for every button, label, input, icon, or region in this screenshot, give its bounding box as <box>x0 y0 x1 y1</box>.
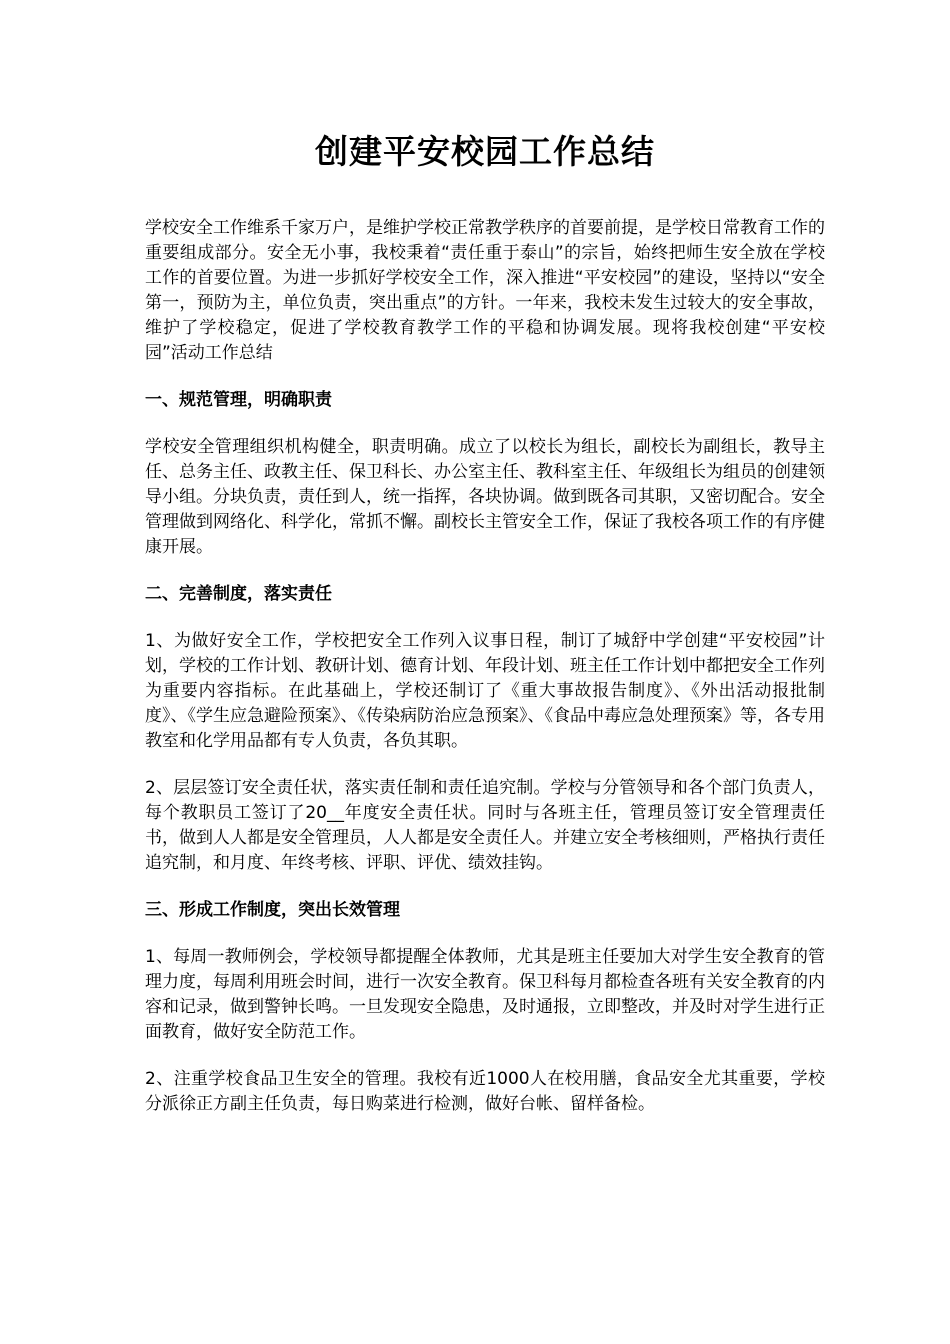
document-page <box>145 128 825 1139</box>
section-3-paragraph-1: 1、每周一教师例会，学校领导都提醒全体教师，尤其是班主任要加大对学生安全教育的管理力度，每周利用班会时间，进行一次安全教育。保卫科每月都检查各班有关安全教育的内容和记录，做到警钟长鸣。一旦发现安全隐患，及时通报，立即整改，并及时对学生进行正面教育，做好安全防范工作。 <box>145 947 825 1042</box>
section-2-paragraph-2: 2、层层签订安全责任状，落实责任制和责任追究制。学校与分管领导和各个部门负责人，每个教职员工签订了20__年度安全责任状。同时与各班主任，管理员签订安全管理责任书，做到人人都是安全管理员，人人都是安全责任人。并建立安全考核细则，严格执行责任追究制，和月度、年终考核、评职、评优、绩效挂钩。 <box>145 778 825 873</box>
section-heading-3: 三、形成工作制度，突出长效管理 <box>145 900 400 920</box>
section-heading-1: 一、规范管理，明确职责 <box>145 390 332 410</box>
section-3-paragraph-2: 2、注重学校食品卫生安全的管理。我校有近1000人在校用膳，食品安全尤其重要，学校分派徐正方副主任负责，每日购菜进行检测，做好台帐、留样备检。 <box>145 1069 825 1114</box>
section-heading-2: 二、完善制度，落实责任 <box>145 584 332 604</box>
intro-paragraph: 学校安全工作维系千家万户，是维护学校正常教学秩序的首要前提，是学校日常教育工作的重要组成部分。安全无小事，我校秉着“责任重于泰山”的宗旨，始终把师生安全放在学校工作的首要位置。为进一步抓好学校安全工作，深入推进“平安校园”的建设，坚持以“安全第一，预防为主，单位负责，突出重点”的方针。一年来，我校未发生过较大的安全事故，维护了学校稳定，促进了学校教育教学工作的平稳和协调发展。现将我校创建“平安校园”活动工作总结 <box>145 218 825 363</box>
section-2-paragraph-1: 1、为做好安全工作，学校把安全工作列入议事日程，制订了城舒中学创建“平安校园”计划，学校的工作计划、教研计划、德育计划、年段计划、班主任工作计划中都把安全工作列为重要内容指标。在此基础上，学校还制订了《重大事故报告制度》、《外出活动报批制度》、《学生应急避险预案》、《传染病防治应急预案》、《食品中毒应急处理预案》等，各专用教室和化学用品都有专人负责，各负其职。 <box>145 631 825 751</box>
section-1-paragraph: 学校安全管理组织机构健全，职责明确。成立了以校长为组长，副校长为副组长，教导主任、总务主任、政教主任、保卫科长、办公室主任、教科室主任、年级组长为组员的创建领导小组。分块负责，责任到人，统一指挥，各块协调。做到既各司其职，又密切配合。安全管理做到网络化、科学化，常抓不懈。副校长主管安全工作，保证了我校各项工作的有序健康开展。 <box>145 437 825 557</box>
document-title: 创建平安校园工作总结 <box>315 132 655 171</box>
